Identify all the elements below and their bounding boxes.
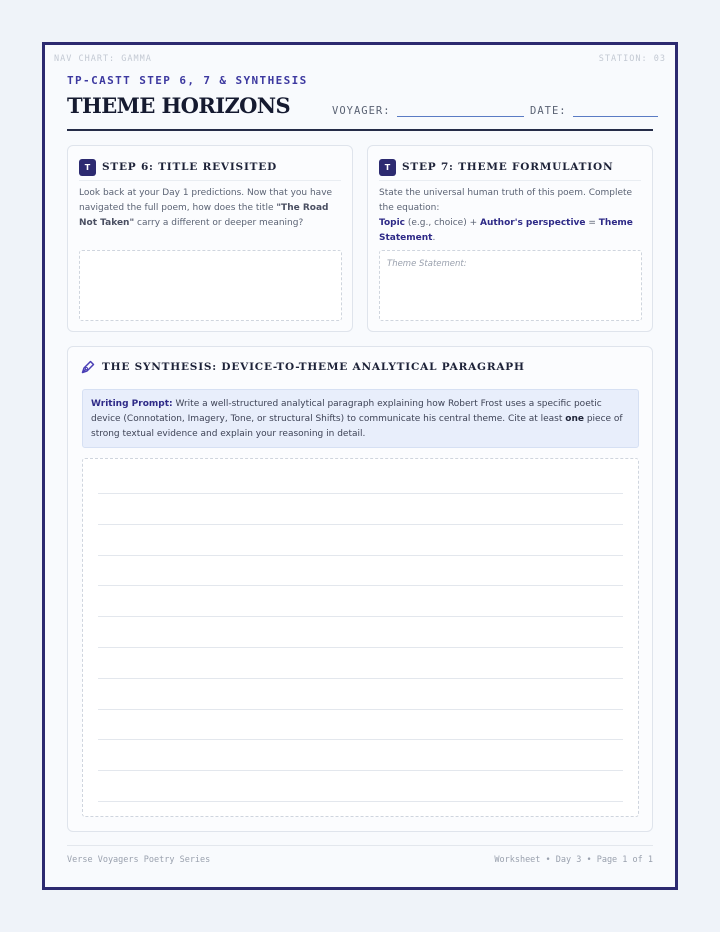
paragraph-writing-area[interactable]	[82, 458, 639, 817]
prompt-emphasis: one	[565, 414, 584, 425]
step7-badge: T	[379, 159, 396, 176]
synthesis-title: THE SYNTHESIS: DEVICE-TO-THEME ANALYTICAL PARAGRAPH	[102, 360, 525, 373]
pen-icon	[80, 359, 96, 375]
writing-line	[98, 493, 623, 494]
theme-statement-placeholder: Theme Statement:	[387, 259, 467, 269]
writing-prompt-label: Writing Prompt:	[91, 399, 173, 409]
step7-answer-box[interactable]	[379, 250, 642, 321]
eq-statement: Theme Statement	[379, 218, 633, 243]
step7-instructions	[379, 186, 641, 246]
poem-title: "The Road Not Taken"	[79, 203, 329, 228]
nav-chart-label: NAV CHART: GAMMA	[54, 54, 152, 64]
page-info: Worksheet • Day 3 • Page 1 of 1	[494, 855, 653, 865]
date-label: DATE:	[530, 105, 567, 117]
footer-divider	[67, 845, 653, 846]
step6-text-before: Look back at your Day 1 predictions. Now that you have navigated the full poem, how does the title	[79, 188, 333, 213]
date-line[interactable]	[573, 107, 658, 117]
series-name: Verse Voyagers Poetry Series	[67, 855, 211, 865]
writing-line	[98, 739, 623, 740]
writing-line	[98, 678, 623, 679]
writing-line	[98, 709, 623, 710]
eq-end: .	[432, 233, 436, 243]
voyager-line[interactable]	[397, 107, 524, 117]
date-field[interactable]	[530, 105, 658, 117]
prompt-text-before: Write a well-structured analytical paragraph explaining how Robert Frost uses a specific poetic device (Connotation, Imagery, Tone, or structural Shifts) to communicate his central theme. Cite at least	[91, 399, 602, 425]
writing-line	[98, 770, 623, 771]
eq-equals: =	[585, 218, 599, 228]
step6-badge: T	[79, 159, 96, 176]
station-label: STATION: 03	[598, 54, 666, 64]
writing-prompt	[82, 389, 639, 448]
page-title: THEME HORIZONS	[67, 93, 291, 118]
writing-line	[98, 647, 623, 648]
step7-card	[367, 145, 653, 332]
step6-title: STEP 6: TITLE REVISITED	[102, 161, 277, 173]
synthesis-header	[80, 357, 640, 379]
writing-line	[98, 616, 623, 617]
step6-header	[79, 157, 341, 181]
eq-topic-hint: (e.g., choice) +	[405, 218, 480, 228]
step6-instructions	[79, 186, 341, 231]
voyager-field[interactable]	[332, 105, 524, 117]
voyager-label: VOYAGER:	[332, 105, 391, 117]
step6-card	[67, 145, 353, 332]
synthesis-card	[67, 346, 653, 832]
section-kicker: TP-CASTT STEP 6, 7 & SYNTHESIS	[67, 74, 308, 87]
step6-text-after: carry a different or deeper meaning?	[134, 218, 304, 228]
writing-line	[98, 524, 623, 525]
step6-answer-box[interactable]	[79, 250, 342, 321]
prompt-text-after: piece of strong textual evidence and explain your reasoning in detail.	[91, 414, 623, 440]
worksheet-frame	[42, 42, 678, 890]
step7-title: STEP 7: THEME FORMULATION	[402, 161, 614, 173]
writing-line	[98, 801, 623, 802]
writing-line	[98, 585, 623, 586]
step7-header	[379, 157, 641, 181]
eq-perspective: Author's perspective	[479, 218, 586, 228]
header-divider	[67, 129, 653, 131]
eq-topic: Topic	[379, 218, 405, 228]
step7-intro: State the universal human truth of this poem. Complete the equation:	[379, 188, 633, 213]
writing-line	[98, 555, 623, 556]
